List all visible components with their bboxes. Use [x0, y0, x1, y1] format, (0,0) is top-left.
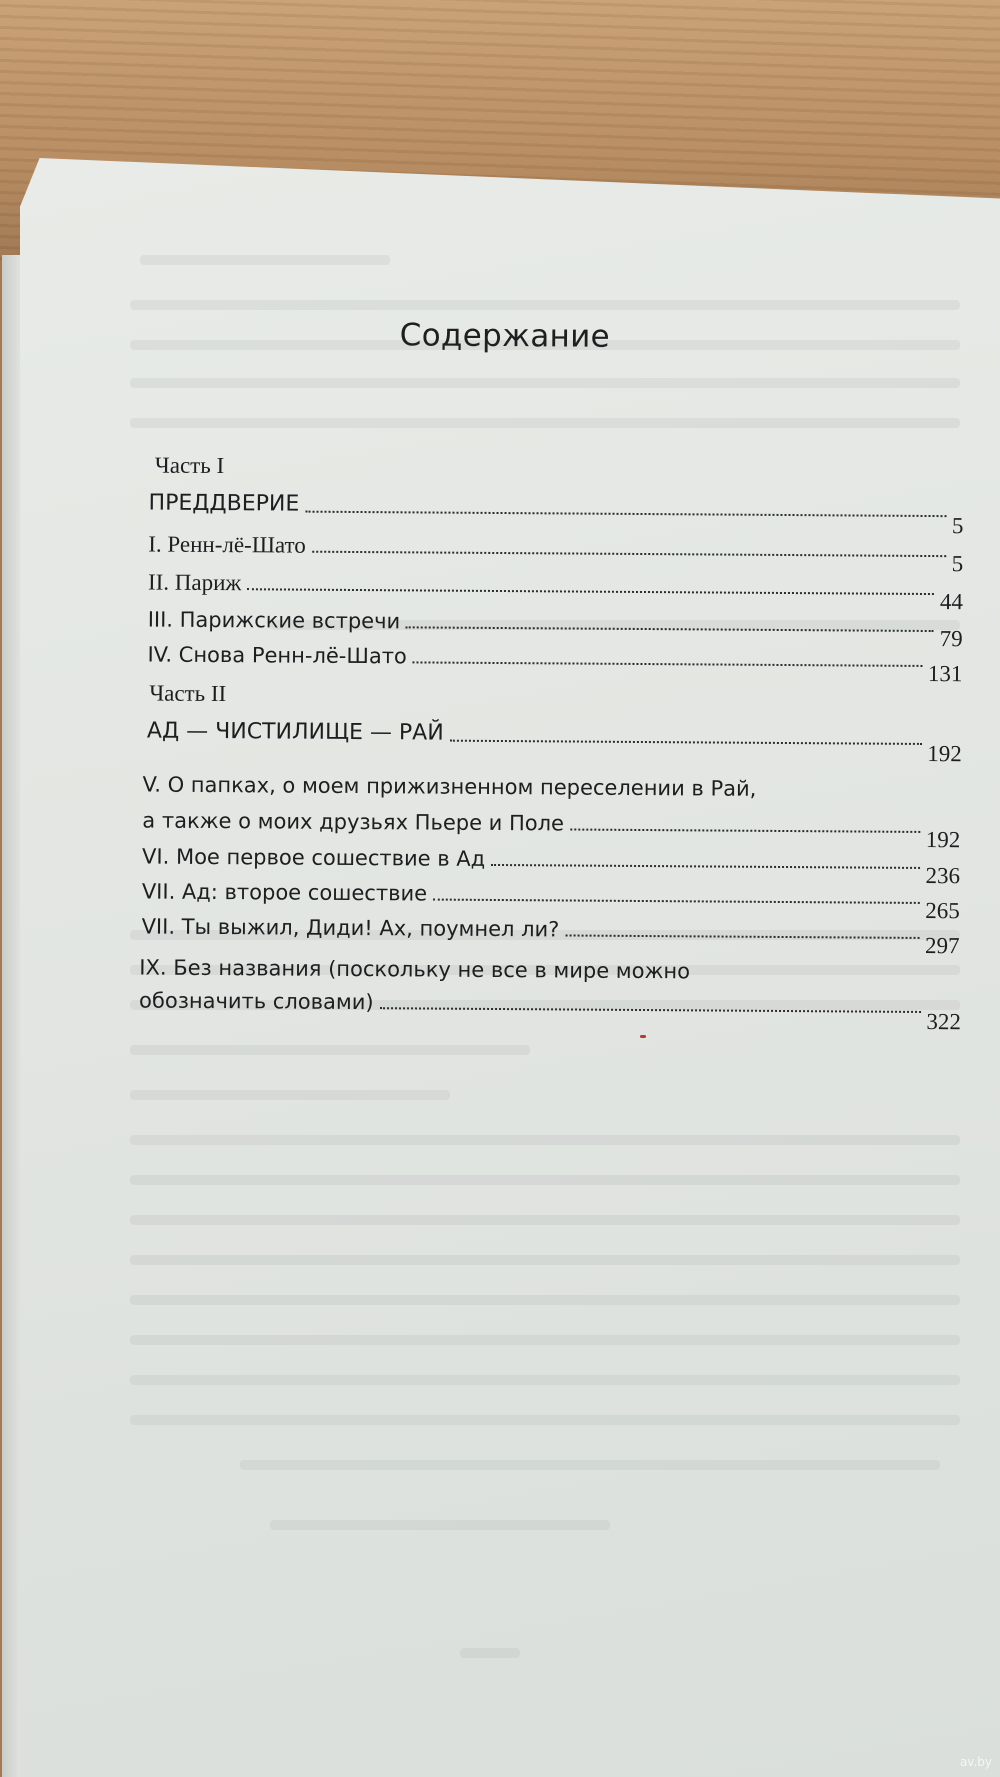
toc-dot-leader [247, 588, 934, 595]
toc-entry-label: VII. Ад: второе сошествие [141, 879, 428, 906]
toc-dot-leader [570, 829, 920, 833]
toc-dot-leader [305, 511, 946, 517]
toc-entry[interactable] [139, 985, 961, 1035]
page-title: Содержание [399, 317, 611, 355]
toc-page-number: 44 [939, 589, 963, 615]
toc-dot-leader [312, 551, 946, 557]
toc-entry-label: I. Ренн-лё-Шато [148, 531, 306, 558]
toc-dot-leader [565, 934, 919, 938]
toc-dot-leader [433, 899, 919, 904]
toc-dot-leader [413, 661, 922, 667]
toc-entry-label: а также о моих друзьях Пьере и Поле [142, 808, 565, 836]
toc-entry-label: IV. Снова Ренн-лё-Шато [147, 642, 407, 669]
toc-page-number: 192 [927, 740, 962, 767]
toc-entry-label: обозначить словами) [139, 988, 374, 1015]
toc-entry-label: VII. Ты выжил, Диди! Ах, поумнел ли? [141, 914, 560, 942]
toc-page-number: 5 [951, 551, 964, 577]
toc-page-number: 131 [927, 660, 963, 687]
toc-entry-label: II. Париж [147, 569, 242, 596]
part-label: Часть I [154, 452, 225, 479]
toc-dot-leader [406, 626, 934, 632]
toc-page-number: 297 [924, 932, 960, 959]
toc-entry-label: ПРЕДДВЕРИЕ [148, 490, 300, 517]
toc-dot-leader [491, 864, 919, 869]
toc-page-number: 236 [925, 862, 961, 889]
toc-entry[interactable] [147, 640, 962, 688]
toc-page-number: 265 [925, 897, 960, 924]
toc-page-number: 79 [939, 626, 963, 652]
toc-entry[interactable] [141, 912, 959, 960]
toc-page-number: 5 [951, 513, 964, 539]
toc-entry-label: VI. Мое первое сошествие в Ад [142, 844, 486, 871]
toc-entry-label: АД — ЧИСТИЛИЩЕ — РАЙ [146, 718, 444, 746]
toc-dot-leader [380, 1007, 921, 1013]
toc-dot-leader [450, 740, 922, 745]
toc-entry-line: IX. Без названия (поскольку не все в мире можно [139, 955, 691, 984]
watermark: av.by [959, 1755, 992, 1769]
toc-page-number: 322 [926, 1008, 962, 1035]
toc-page-number: 192 [925, 826, 961, 853]
toc-entry-line: V. О папках, о моем прижизненном переселении в Рай, [142, 772, 757, 801]
toc-entry-part2-heading[interactable] [147, 714, 962, 768]
toc-entry-label: III. Парижские встречи [147, 607, 401, 634]
part-label: Часть II [149, 680, 227, 707]
